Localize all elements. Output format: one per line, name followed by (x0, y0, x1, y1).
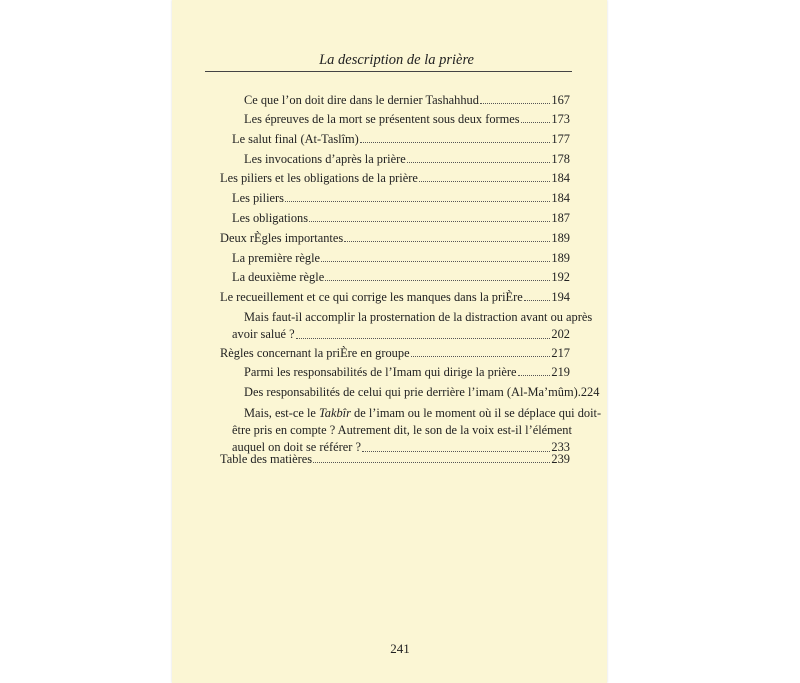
toc-entry-page: 184 (551, 191, 570, 205)
toc-entry-title: Les obligations (232, 211, 309, 225)
toc-entry-title: Les épreuves de la mort se présentent sous deux formes (244, 112, 520, 126)
toc-entry-title: Des responsabilités de celui qui prie derrière l’imam (Al-Ma’mûm). (244, 385, 581, 399)
leader-dots (360, 142, 551, 143)
toc-entry-page: 178 (551, 152, 570, 166)
toc-entry[interactable] (232, 131, 570, 147)
running-header-title: La description de la prière (319, 52, 474, 68)
toc-entry-title: Parmi les responsabilités de l’Imam qui dirige la prière (244, 365, 517, 379)
leader-dots (407, 162, 551, 163)
leader-dots (296, 338, 551, 339)
toc-entry[interactable] (220, 170, 570, 186)
toc-entry-last-line (232, 326, 570, 343)
toc-entry[interactable] (232, 309, 593, 343)
toc-entry-page: 192 (551, 270, 570, 284)
leader-dots (313, 462, 550, 463)
toc-entry-page: 167 (551, 93, 570, 107)
toc-entry-title-line (232, 405, 602, 422)
toc-entry[interactable] (232, 269, 570, 285)
toc-entry-page: 189 (551, 231, 570, 245)
toc-entry-title-part: de l’imam ou le moment où il se déplace qui doit- (350, 406, 602, 420)
toc-entry[interactable] (232, 250, 570, 266)
toc-entry-title: Règles concernant la priÈre en groupe (220, 346, 410, 360)
toc-entry[interactable] (244, 92, 570, 108)
toc-entry-title: La deuxième règle (232, 270, 325, 284)
toc-entry[interactable] (244, 364, 570, 380)
leader-dots (419, 181, 551, 182)
leader-dots (524, 300, 551, 301)
toc-entry-title: Ce que l’on doit dire dans le dernier Tashahhud (244, 93, 479, 107)
toc-entry[interactable] (220, 345, 570, 361)
toc-entry-title: Deux rÈgles importantes (220, 231, 344, 245)
toc-entry[interactable] (220, 451, 570, 467)
leader-dots (411, 356, 551, 357)
page-number: 241 (390, 641, 410, 656)
toc-entry[interactable] (232, 190, 570, 206)
toc-entry[interactable] (220, 289, 570, 305)
toc-entry-page: 194 (551, 290, 570, 304)
toc-entry-title: La première règle (232, 251, 321, 265)
toc-entry-title-italic: Takbîr (319, 406, 351, 420)
toc-entry-page: 239 (551, 452, 570, 466)
toc-entry-page: 219 (551, 365, 570, 379)
header-rule (205, 71, 572, 72)
toc-entry[interactable] (232, 210, 570, 226)
running-header (205, 52, 574, 72)
leader-dots (309, 221, 550, 222)
toc-entry-title-part: Mais, est-ce le (244, 406, 320, 420)
toc-entry-title-line: avoir salué ? (232, 327, 295, 341)
toc-entry-title-line: être pris en compte ? Autrement dit, le son de la voix est-il l’élément (232, 423, 572, 437)
toc-entry-page: 224 (580, 385, 600, 399)
toc-entry-title-line: Mais faut-il accomplir la prosternation de la distraction avant ou après (244, 310, 593, 324)
toc-entry-page: 217 (551, 346, 570, 360)
leader-dots (321, 261, 550, 262)
toc-entry-title: Table des matières (220, 452, 313, 466)
toc-entry-page: 187 (551, 211, 570, 225)
toc-entry[interactable] (244, 151, 570, 167)
toc-entry-title: Les invocations d’après la prière (244, 152, 406, 166)
leader-dots (521, 122, 551, 123)
toc-entry-title: Le salut final (At-Taslîm) (232, 132, 359, 146)
toc-entry-page: 233 (551, 440, 570, 454)
toc-entry[interactable] (220, 230, 570, 246)
leader-dots (285, 201, 550, 202)
toc-entry-title: Le recueillement et ce qui corrige les manques dans la priÈre (220, 290, 523, 304)
toc-entry-title-line: auquel on doit se référer ? (232, 440, 362, 454)
toc-entry-page: 202 (551, 327, 570, 341)
toc-entry-title: Les piliers et les obligations de la prière (220, 171, 418, 185)
toc-entry-title: Les piliers (232, 191, 284, 205)
leader-dots (518, 375, 551, 376)
toc-entry-page: 184 (551, 171, 570, 185)
leader-dots (325, 280, 550, 281)
toc-entry[interactable] (244, 384, 600, 400)
toc-entry[interactable] (232, 405, 602, 456)
toc-entry[interactable] (244, 111, 570, 127)
leader-dots (344, 241, 550, 242)
toc-entry-page: 189 (551, 251, 570, 265)
leader-dots (480, 103, 550, 104)
toc-entry-page: 177 (551, 132, 570, 146)
toc-entry-page: 173 (551, 112, 570, 126)
